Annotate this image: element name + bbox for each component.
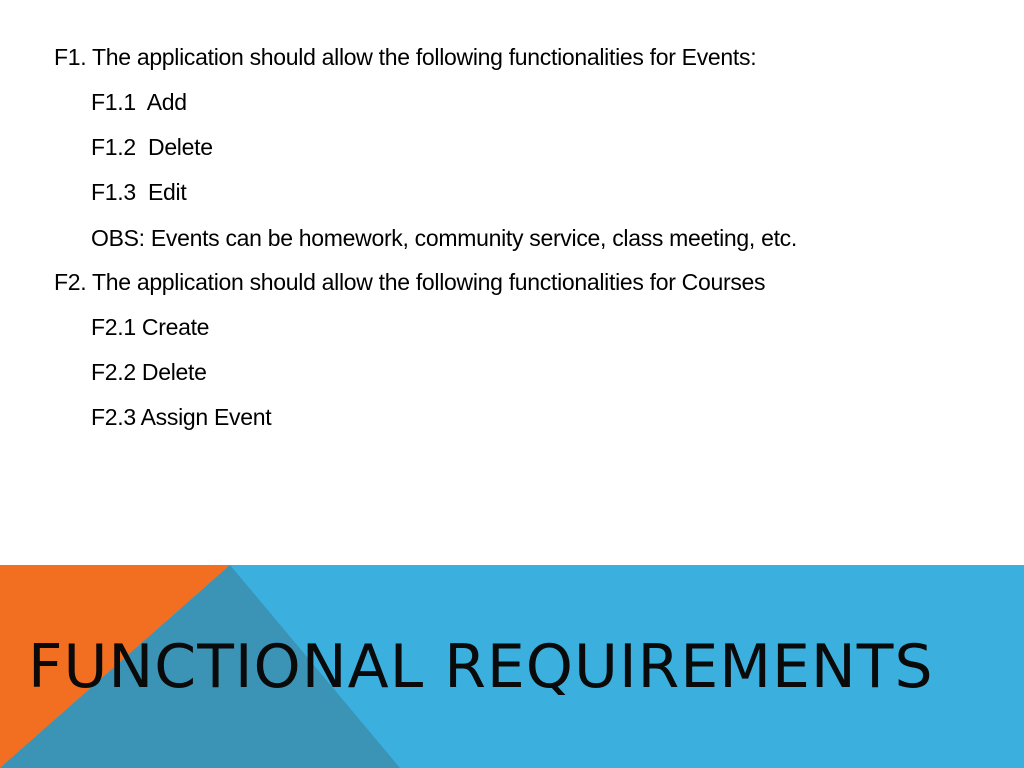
- f1-item-edit: F1.3 Edit: [91, 179, 187, 205]
- f1-item-add: F1.1 Add: [91, 89, 187, 115]
- f2-item-create: F2.1 Create: [91, 314, 210, 340]
- title-banner: [0, 565, 1024, 768]
- f2-item-delete: F2.2 Delete: [91, 359, 207, 385]
- slide-title: FUNCTIONAL REQUIREMENTS: [28, 632, 934, 702]
- f1-heading: F1. The application should allow the following functionalities for Events:: [54, 44, 757, 70]
- f2-heading: F2. The application should allow the following functionalities for Courses: [54, 269, 766, 295]
- f2-item-assign-event: F2.3 Assign Event: [91, 404, 272, 430]
- slide-body: [54, 42, 954, 447]
- f1-note: OBS: Events can be homework, community service, class meeting, etc.: [91, 225, 797, 251]
- f1-item-delete: F1.2 Delete: [91, 134, 213, 160]
